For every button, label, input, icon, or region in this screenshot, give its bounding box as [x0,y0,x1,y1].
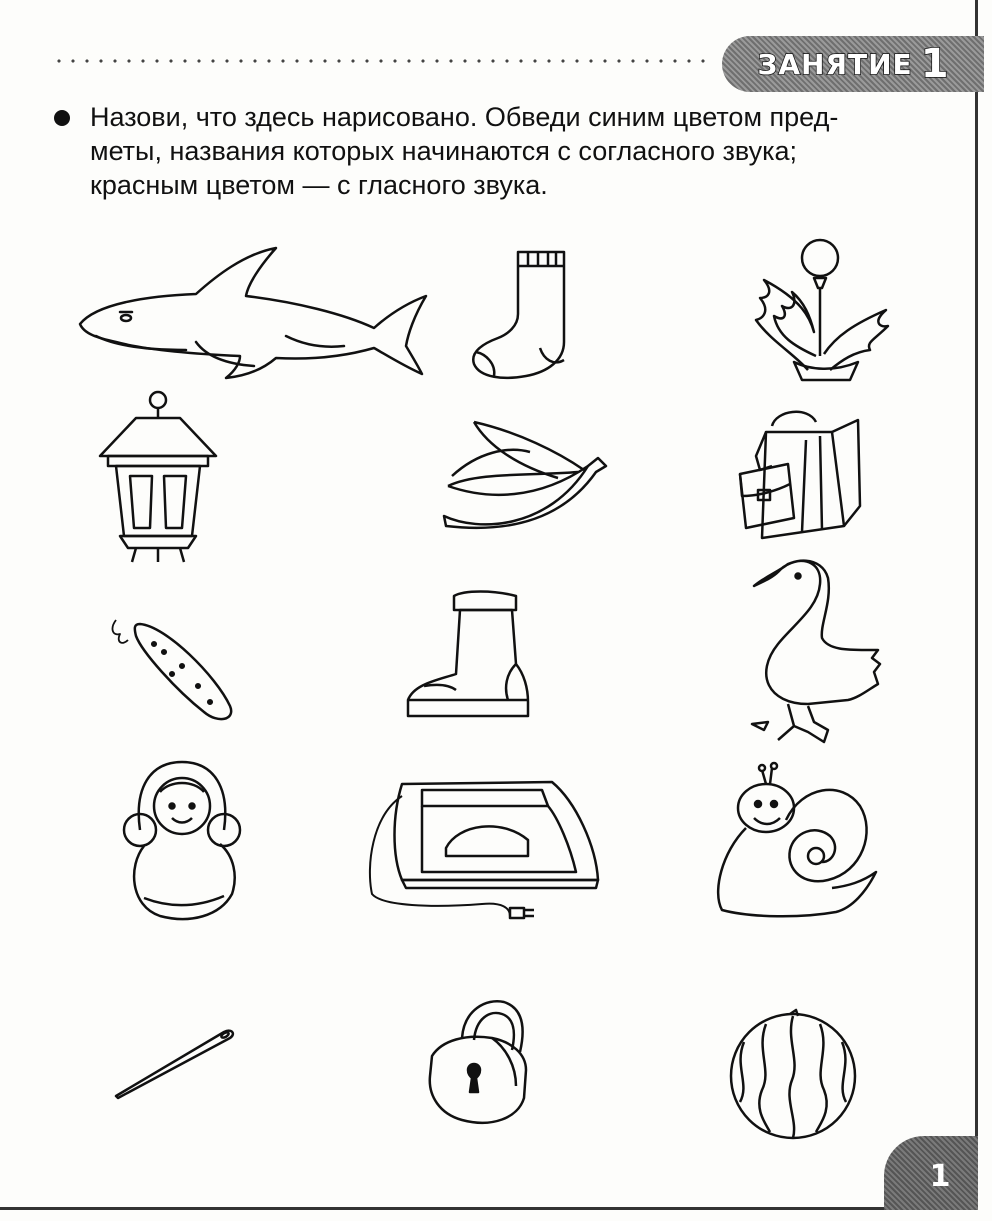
lesson-label: ЗАНЯТИЕ [757,47,913,81]
shark-icon [76,246,430,378]
snail-icon [712,762,880,920]
goose-icon [748,554,884,754]
bullet-icon [54,110,70,126]
task-instruction [90,100,930,202]
roly-poly-doll-icon [120,756,244,924]
needle-icon [112,1026,236,1100]
lantern-icon [96,386,220,564]
padlock-icon [422,996,532,1128]
page-number-tab [884,1136,978,1210]
task-line: Назови, что здесь нарисовано. Обведи синим цветом пред- [90,102,839,132]
banana-icon [438,416,608,532]
dotted-rule [52,58,712,64]
watermelon-icon [726,1010,860,1140]
felt-boot-icon [404,588,532,722]
iron-icon [362,776,604,930]
lesson-tab [722,36,984,92]
cucumber-icon [106,608,238,724]
task-line: красным цветом — с гласного звука. [90,170,548,200]
page-number: 1 [929,1158,951,1194]
dandelion-icon [754,236,890,382]
lesson-number: 1 [920,41,949,87]
task-line: меты, названия которых начинаются с согласного звука; [90,136,798,166]
backpack-icon [736,406,864,542]
sock-icon [468,248,574,382]
